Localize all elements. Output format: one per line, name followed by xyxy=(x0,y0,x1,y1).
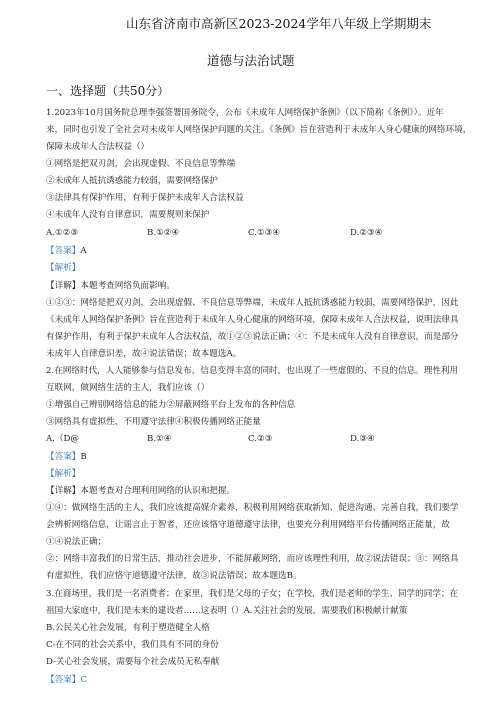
q1-option-a: A.①②③ xyxy=(46,228,79,238)
q3-answer-line xyxy=(46,676,87,685)
q2-detail-line: 有虚拟性，我们应恪守道德遵守法律，故③说法错误；故本题选B。 xyxy=(46,571,302,581)
q1-detail-line: 有保护作用，有利于保护未成年人合法权益，故①②③说法正确；④：不是未成年人没有自律意识，而是部分 xyxy=(46,332,459,342)
doc-title: 山东省济南市高新区2023-2024学年八年级上学期期末 xyxy=(126,16,432,31)
q3-stem-line: 3.在商场里，我们是一名消费者；在家里，我们是父母的子女；在学校，我们是老师的学生、同学的同学；在 xyxy=(46,589,459,599)
q2-stem-line: 2.在网络时代，人人能够参与信息发布，信息变得丰富的同时，也出现了一些虚假的、不良的信息。理性利用 xyxy=(46,366,459,376)
q1-item: ②未成年人抵抗诱惑能力较弱，需要网络保护 xyxy=(46,176,218,186)
answer-tag: 【答案】 xyxy=(46,675,81,685)
section-heading: 一、选择题（共50分） xyxy=(46,84,170,98)
q1-item: ③法律具有保护作用，有利于保护未成年人合法权益 xyxy=(46,193,244,203)
q2-option-d: D.③④ xyxy=(350,434,375,444)
q2-detail-line: ①④说法正确； xyxy=(46,537,107,547)
q1-answer: A xyxy=(80,246,87,256)
q2-answer-line xyxy=(46,453,87,462)
q1-item: ④未成年人没有自律意识，需要规则来保护 xyxy=(46,210,210,220)
q2-detail-line: 【详解】本题考查对合理利用网络的认识和把握。 xyxy=(46,486,236,496)
q1-stem-line: 保障未成年人合法权益（） xyxy=(46,142,150,152)
q1-detail-line: 《未成年人网络保护条例》旨在营造利于未成年人身心健康的网络环境，保障未成年人合法权益，说明法律具 xyxy=(46,315,459,325)
q1-stem-line: 来，同时也引发了全社会对未成年人网络保护问题的关注。《条例》旨在营造利于未成年人身心健康的网络环境， xyxy=(46,125,472,135)
q1-option-c: C.①③④ xyxy=(248,228,281,238)
q1-analysis-tag: 【解析】 xyxy=(46,263,81,273)
q1-stem-line: 1.2023年10月国务院总理李强签署国务院令，公布《未成年人网络保护条例》（以下简称《条例》）。近年 xyxy=(46,108,444,118)
q1-option-b: B.①②④ xyxy=(147,228,180,238)
q1-item: ①网络是把双刃剑，会出现虚假、不良信息等弊端 xyxy=(46,159,236,169)
q2-item: ③网络具有虚拟性，不用遵守法律④积极传播网络正能量 xyxy=(46,417,261,427)
q3-stem-line: 祖国大家庭中，我们是未来的建设者……这表明（）A.关注社会的发展，需要我们积极献计献策 xyxy=(46,606,408,616)
q2-option-c: C.②③ xyxy=(248,434,273,444)
q2-detail-line: 会辨析网络信息，让谣言止于智者，还应该恪守道德遵守法律，也要充分利用网络平台传播网络正能量，故 xyxy=(46,520,450,530)
q1-detail-line: ①②③：网络是把双刃剑，会出现虚假、不良信息等弊端，未成年人抵抗诱惑能力较弱，需要网络保护，因此 xyxy=(46,298,459,308)
q2-option-b: B.①④ xyxy=(147,434,172,444)
answer-tag: 【答案】 xyxy=(46,452,81,462)
q2-stem-line: 互联网，做网络生活的主人，我们应该（） xyxy=(46,383,210,393)
q2-analysis-tag: 【解析】 xyxy=(46,469,81,479)
q2-detail-line: ①④：做网络生活的主人，我们应该提高媒介素养，积极利用网络获取新知、促进沟通、完善自我，我们要学 xyxy=(46,503,459,513)
q2-option-a: A.（D@ xyxy=(46,434,80,444)
q3-option-c: C-在不同的社会关系中，我们具有不同的身份 xyxy=(46,640,219,650)
q2-detail-line: ②：网络丰富我们的日常生活，推动社会进步，不能屏蔽网络，而应该理性利用，故②说法错误；③：网络具 xyxy=(46,554,459,564)
q3-answer: C xyxy=(80,675,87,685)
doc-subtitle: 道德与法治试题 xyxy=(207,53,295,68)
q1-detail-line: 未成年人自律意识差，故④说法错误；故本题选A。 xyxy=(46,349,242,359)
q1-option-d: D.②③④ xyxy=(350,228,383,238)
q1-answer-line xyxy=(46,247,87,256)
q3-option-b: B.公民关心社会发展，有利于塑造健全人格 xyxy=(46,623,210,633)
q1-detail-line: 【详解】本题考查网络负面影响。 xyxy=(46,281,175,291)
q2-item: ①增强自己辨别网络信息的能力②屏蔽网络平台上发布的各种信息 xyxy=(46,400,296,410)
q2-answer: B xyxy=(80,452,87,462)
q3-option-d: D-关心社会发展，需要每个社会成员无私奉献 xyxy=(46,657,220,667)
answer-tag: 【答案】 xyxy=(46,246,81,256)
